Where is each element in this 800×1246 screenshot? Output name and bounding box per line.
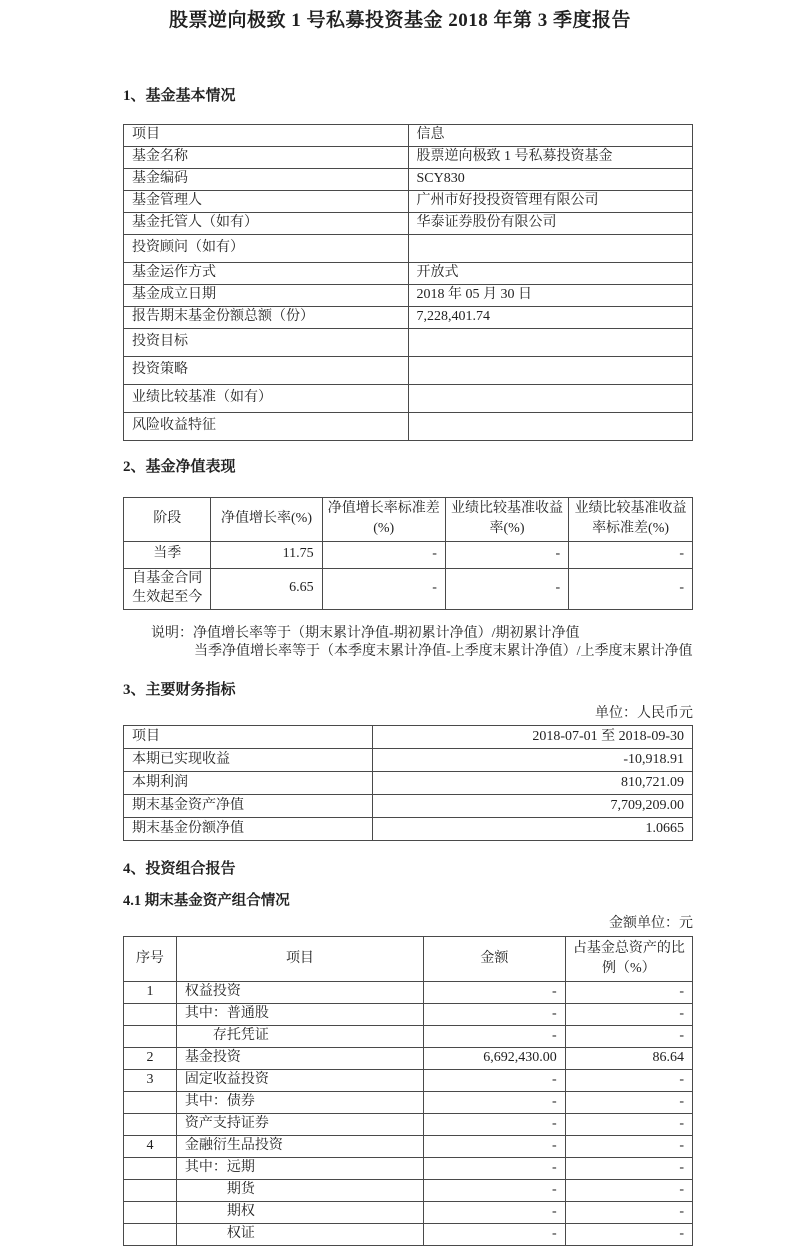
table-row xyxy=(124,1136,693,1158)
item-cell: 期货 xyxy=(176,1180,423,1202)
no-cell xyxy=(124,1114,177,1136)
row-label: 风险收益特征 xyxy=(124,412,409,440)
item-cell: 资产支持证券 xyxy=(176,1114,423,1136)
note-line-2: 当季净值增长率等于（本季度末累计净值-上季度末累计净值）/上季度末累计净值 xyxy=(194,644,693,660)
table-row xyxy=(124,306,693,328)
content-area xyxy=(123,86,693,1246)
row-value: 7,709,209.00 xyxy=(372,795,692,818)
row-value: 2018 年 05 月 30 日 xyxy=(408,284,693,306)
row-label: 投资策略 xyxy=(124,356,409,384)
amount-cell: - xyxy=(424,1180,566,1202)
item-cell: 基金投资 xyxy=(176,1048,423,1070)
row-label: 基金管理人 xyxy=(124,190,409,212)
col-header-item: 项目 xyxy=(176,937,423,982)
nav-performance-table xyxy=(123,497,693,609)
nav-note xyxy=(151,625,693,663)
ratio-cell: - xyxy=(565,1136,692,1158)
row-label: 基金编码 xyxy=(124,168,409,190)
no-cell xyxy=(124,1026,177,1048)
col-header-benchmark: 业绩比较基准收益率(%) xyxy=(445,498,568,542)
ratio-cell: - xyxy=(565,1026,692,1048)
section1-heading: 1、基金基本情况 xyxy=(123,87,236,104)
table-row xyxy=(124,795,693,818)
row-value: 1.0665 xyxy=(372,818,692,841)
table-row xyxy=(124,262,693,284)
ratio-cell: - xyxy=(565,1180,692,1202)
row-label: 基金名称 xyxy=(124,146,409,168)
row-label: 基金成立日期 xyxy=(124,284,409,306)
col-header-benchmark-std: 业绩比较基准收益率标准差(%) xyxy=(569,498,693,542)
table-row xyxy=(124,726,693,749)
table-row xyxy=(124,1114,693,1136)
item-cell: 期权 xyxy=(176,1202,423,1224)
amount-cell: - xyxy=(424,1092,566,1114)
table-row xyxy=(124,1092,693,1114)
col-header-growth-std: 净值增长率标准差(%) xyxy=(322,498,445,542)
table-row xyxy=(124,818,693,841)
row-label: 基金托管人（如有） xyxy=(124,212,409,234)
growth-cell: 11.75 xyxy=(211,541,322,568)
row-value: 7,228,401.74 xyxy=(408,306,693,328)
no-cell xyxy=(124,1092,177,1114)
table-row xyxy=(124,568,693,609)
row-value: 华泰证券股份有限公司 xyxy=(408,212,693,234)
row-value xyxy=(408,356,693,384)
table-row xyxy=(124,212,693,234)
growth-cell: 6.65 xyxy=(211,568,322,609)
row-value: -10,918.91 xyxy=(372,749,692,772)
item-cell: 金融衍生品投资 xyxy=(176,1136,423,1158)
ratio-cell: - xyxy=(565,1004,692,1026)
amount-unit-label: 金额单位：元 xyxy=(609,916,693,932)
benchmark-cell: - xyxy=(445,568,568,609)
ratio-cell: 86.64 xyxy=(565,1048,692,1070)
amount-cell: - xyxy=(424,1158,566,1180)
no-cell xyxy=(124,1202,177,1224)
table-row xyxy=(124,1158,693,1180)
ratio-cell: - xyxy=(565,982,692,1004)
amount-cell: 6,692,430.00 xyxy=(424,1048,566,1070)
row-label: 本期已实现收益 xyxy=(124,749,373,772)
ratio-cell: - xyxy=(565,1070,692,1092)
section41-heading: 4.1 期末基金资产组合情况 xyxy=(123,892,290,909)
row-value: 广州市好投投资管理有限公司 xyxy=(408,190,693,212)
benchmark-std-cell: - xyxy=(569,541,693,568)
row-value xyxy=(408,384,693,412)
financial-indicators-table xyxy=(123,725,693,841)
fund-basic-info-table xyxy=(123,124,693,441)
section2-heading: 2、基金净值表现 xyxy=(123,458,236,475)
row-label: 项目 xyxy=(124,726,373,749)
section3-heading: 3、主要财务指标 xyxy=(123,682,236,699)
row-value: 股票逆向极致 1 号私募投资基金 xyxy=(408,146,693,168)
col-header-amount: 金额 xyxy=(424,937,566,982)
ratio-cell: - xyxy=(565,1202,692,1224)
table-row xyxy=(124,284,693,306)
row-label: 业绩比较基准（如有） xyxy=(124,384,409,412)
table-row xyxy=(124,982,693,1004)
table-row xyxy=(124,1070,693,1092)
item-cell: 权益投资 xyxy=(176,982,423,1004)
asset-portfolio-table xyxy=(123,936,693,1246)
item-cell: 固定收益投资 xyxy=(176,1070,423,1092)
table-row xyxy=(124,1004,693,1026)
item-cell: 其中：普通股 xyxy=(176,1004,423,1026)
row-label: 期末基金份额净值 xyxy=(124,818,373,841)
row-value xyxy=(408,412,693,440)
growth-std-cell: - xyxy=(322,568,445,609)
benchmark-cell: - xyxy=(445,541,568,568)
table-row xyxy=(124,1224,693,1246)
item-cell: 存托凭证 xyxy=(176,1026,423,1048)
table-header-row xyxy=(124,937,693,982)
amount-cell: - xyxy=(424,982,566,1004)
row-label: 投资目标 xyxy=(124,328,409,356)
table-row xyxy=(124,1026,693,1048)
col-header-stage: 阶段 xyxy=(124,498,211,542)
table-row xyxy=(124,541,693,568)
table-header-row xyxy=(124,498,693,542)
section4-heading: 4、投资组合报告 xyxy=(123,861,236,878)
table-row xyxy=(124,124,693,146)
row-value: 信息 xyxy=(408,124,693,146)
row-value: SCY830 xyxy=(408,168,693,190)
amount-cell: - xyxy=(424,1202,566,1224)
amount-cell: - xyxy=(424,1136,566,1158)
ratio-cell: - xyxy=(565,1224,692,1246)
table-row xyxy=(124,1180,693,1202)
table-row xyxy=(124,168,693,190)
row-label: 投资顾问（如有） xyxy=(124,234,409,262)
table-row xyxy=(124,328,693,356)
ratio-cell: - xyxy=(565,1158,692,1180)
row-label: 项目 xyxy=(124,124,409,146)
col-header-ratio: 占基金总资产的比例（%） xyxy=(565,937,692,982)
row-value: 2018-07-01 至 2018-09-30 xyxy=(372,726,692,749)
no-cell: 1 xyxy=(124,982,177,1004)
item-cell: 权证 xyxy=(176,1224,423,1246)
col-header-growth: 净值增长率(%) xyxy=(211,498,322,542)
amount-cell: - xyxy=(424,1026,566,1048)
row-label: 基金运作方式 xyxy=(124,262,409,284)
currency-unit-label: 单位：人民币元 xyxy=(595,705,693,721)
page-title: 股票逆向极致 1 号私募投资基金 2018 年第 3 季度报告 xyxy=(168,10,631,31)
amount-cell: - xyxy=(424,1004,566,1026)
ratio-cell: - xyxy=(565,1092,692,1114)
row-value xyxy=(408,328,693,356)
stage-cell: 当季 xyxy=(124,541,211,568)
table-row xyxy=(124,412,693,440)
table-row xyxy=(124,772,693,795)
col-header-no: 序号 xyxy=(124,937,177,982)
no-cell: 2 xyxy=(124,1048,177,1070)
row-label: 期末基金资产净值 xyxy=(124,795,373,818)
no-cell xyxy=(124,1224,177,1246)
item-cell: 其中：债券 xyxy=(176,1092,423,1114)
stage-cell: 自基金合同生效起至今 xyxy=(124,568,211,609)
no-cell xyxy=(124,1158,177,1180)
table-row xyxy=(124,356,693,384)
row-value: 开放式 xyxy=(408,262,693,284)
note-line-1: 说明：净值增长率等于（期末累计净值-期初累计净值）/期初累计净值 xyxy=(151,625,580,641)
benchmark-std-cell: - xyxy=(569,568,693,609)
item-cell: 其中：远期 xyxy=(176,1158,423,1180)
no-cell: 3 xyxy=(124,1070,177,1092)
table-row xyxy=(124,1048,693,1070)
table-row xyxy=(124,749,693,772)
table-row xyxy=(124,1202,693,1224)
row-label: 报告期末基金份额总额（份） xyxy=(124,306,409,328)
table-row xyxy=(124,234,693,262)
no-cell xyxy=(124,1004,177,1026)
row-value xyxy=(408,234,693,262)
no-cell: 4 xyxy=(124,1136,177,1158)
no-cell xyxy=(124,1180,177,1202)
row-value: 810,721.09 xyxy=(372,772,692,795)
table-row xyxy=(124,384,693,412)
amount-cell: - xyxy=(424,1070,566,1092)
growth-std-cell: - xyxy=(322,541,445,568)
table-row xyxy=(124,190,693,212)
amount-cell: - xyxy=(424,1114,566,1136)
ratio-cell: - xyxy=(565,1114,692,1136)
row-label: 本期利润 xyxy=(124,772,373,795)
amount-cell: - xyxy=(424,1224,566,1246)
table-row xyxy=(124,146,693,168)
